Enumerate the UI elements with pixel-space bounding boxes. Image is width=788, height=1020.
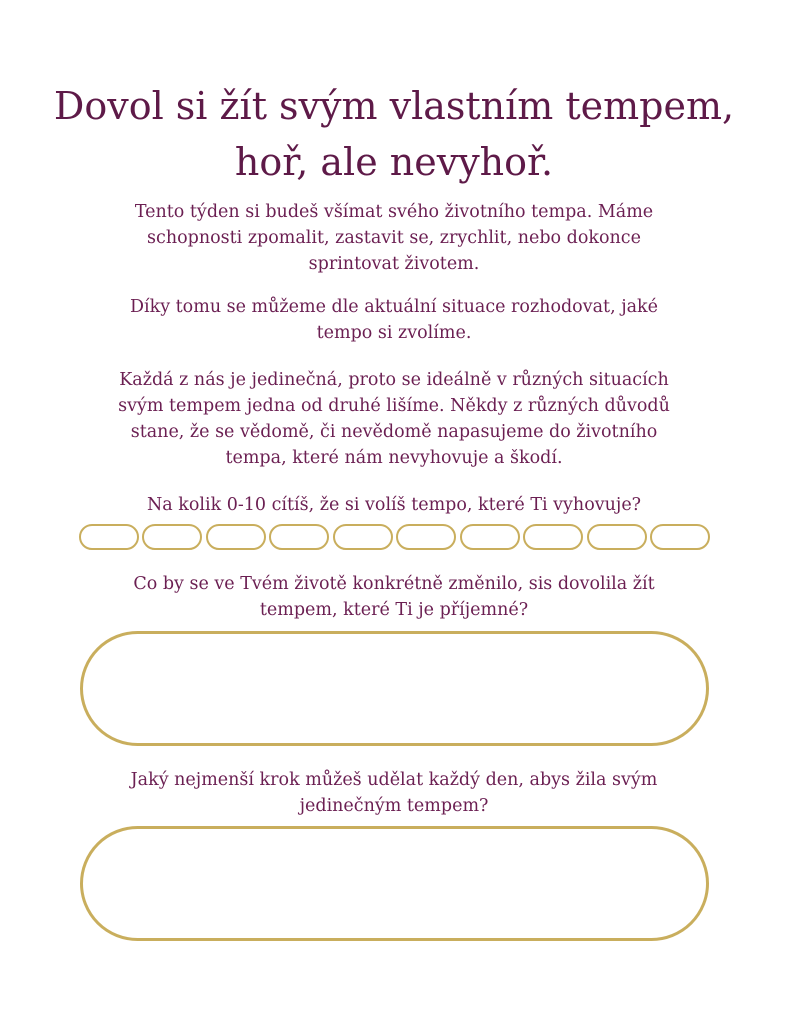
text-line: tempo si zvolíme.	[316, 323, 472, 343]
text-line: Díky tomu se můžeme dle aktuální situace rozhodovat, jaké	[129, 297, 659, 317]
rating-box-2[interactable]	[206, 524, 266, 550]
rating-box-9[interactable]	[650, 524, 710, 550]
rating-box-4[interactable]	[333, 524, 393, 550]
title-line-1: Dovol si žít svým vlastním tempem,	[53, 84, 735, 128]
page-title	[0, 78, 788, 190]
question-1	[60, 492, 728, 518]
rating-scale	[79, 523, 710, 553]
text-line: sprintovat životem.	[308, 254, 480, 274]
answer-field-2[interactable]	[80, 826, 709, 941]
text-line: tempa, které nám nevyhovuje a škodí.	[225, 448, 563, 468]
text-line: Tento týden si budeš všímat svého životního tempa. Máme	[134, 202, 654, 222]
text-line: stane, že se vědomě, či nevědomě napasujeme do životního	[130, 422, 658, 442]
text-line: Každá z nás je jedinečná, proto se ideálně v různých situacích	[119, 370, 669, 390]
rating-box-3[interactable]	[269, 524, 329, 550]
text-line: Jaký nejmenší krok můžeš udělat každý den, abys žila svým	[130, 770, 658, 790]
question-2	[60, 571, 728, 623]
rating-box-5[interactable]	[396, 524, 456, 550]
intro-paragraph-2	[60, 294, 728, 346]
text-line: Co by se ve Tvém životě konkrétně změnilo, sis dovolila žít	[133, 574, 655, 594]
answer-field-1[interactable]	[80, 631, 709, 746]
rating-box-6[interactable]	[460, 524, 520, 550]
rating-box-7[interactable]	[523, 524, 583, 550]
text-line: jedinečným tempem?	[299, 796, 489, 816]
text-line: tempem, které Ti je příjemné?	[259, 600, 529, 620]
intro-paragraph-1	[60, 199, 728, 277]
title-line-2: hoř, ale nevyhoř.	[234, 140, 554, 184]
text-line: Na kolik 0-10 cítíš, že si volíš tempo, které Ti vyhovuje?	[146, 495, 642, 515]
rating-box-1[interactable]	[142, 524, 202, 550]
question-3	[60, 767, 728, 819]
text-line: schopnosti zpomalit, zastavit se, zrychlit, nebo dokonce	[147, 228, 641, 248]
rating-box-8[interactable]	[587, 524, 647, 550]
rating-box-0[interactable]	[79, 524, 139, 550]
text-line: svým tempem jedna od druhé lišíme. Někdy z různých důvodů	[118, 396, 670, 416]
intro-paragraph-3	[60, 367, 728, 471]
